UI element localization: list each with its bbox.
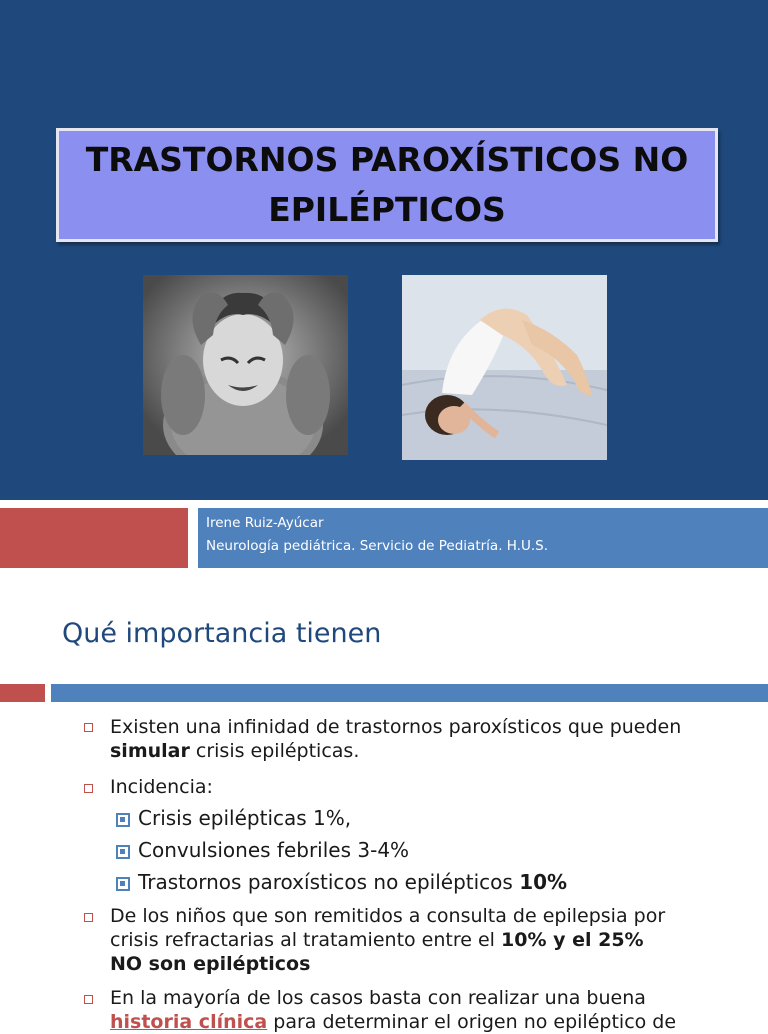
bullet-text: crisis refractarias al tratamiento entre el: [110, 929, 501, 951]
title-slide: [0, 0, 768, 500]
divider-red: [0, 684, 45, 702]
sub-bullet-text: Trastornos paroxísticos no epilépticos: [138, 870, 520, 894]
list-item: [110, 904, 750, 976]
sub-bullet-text: Crisis epilépticas 1%,: [138, 806, 352, 830]
bullet-text: para determinar el origen no epiléptico de: [267, 1011, 677, 1033]
sub-bullet-emphasis: 10%: [519, 870, 568, 894]
square-bullet-icon: [84, 723, 93, 732]
accent-bar-red: [0, 508, 188, 568]
bullet-emphasis: NO son epilépticos: [110, 953, 311, 975]
section-title: Qué importancia tienen: [62, 618, 382, 649]
sub-list-item: [138, 805, 738, 831]
filled-square-bullet-icon: [116, 813, 130, 827]
filled-square-bullet-icon: [116, 845, 130, 859]
child-photo-grimace: [143, 275, 348, 455]
bullet-text: En la mayoría de los casos basta con realizar una buena: [110, 987, 646, 1009]
slide-title-line1: TRASTORNOS PAROXÍSTICOS NO: [85, 140, 689, 179]
square-bullet-icon: [84, 995, 93, 1004]
author-affiliation: Neurología pediátrica. Servicio de Pediatría. H.U.S.: [206, 538, 549, 554]
sub-bullet-text: Convulsiones febriles 3-4%: [138, 838, 410, 862]
slide-title-line2: EPILÉPTICOS: [268, 190, 506, 229]
bullet-emphasis: 10% y el 25%: [501, 929, 644, 951]
bullet-text: Existen una infinidad de trastornos paroxísticos que pueden: [110, 716, 682, 738]
title-box: [56, 128, 718, 242]
bullet-text: crisis epilépticas.: [189, 740, 360, 762]
bullet-text: Incidencia:: [110, 776, 213, 798]
filled-square-bullet-icon: [116, 877, 130, 891]
historia-clinica-link[interactable]: historia clínica: [110, 1011, 268, 1033]
list-item: [110, 775, 750, 799]
list-item: [110, 986, 750, 1034]
square-bullet-icon: [84, 784, 93, 793]
divider-blue: [51, 684, 768, 702]
slide-title: [86, 135, 689, 235]
author-name: Irene Ruiz-Ayúcar: [206, 515, 324, 531]
square-bullet-icon: [84, 913, 93, 922]
sub-list-item: [138, 869, 738, 895]
bullet-text: De los niños que son remitidos a consulta de epilepsia por: [110, 905, 666, 927]
child-photo-headstand: [402, 275, 607, 460]
sub-list-item: [138, 837, 738, 863]
bullet-emphasis: simular: [110, 740, 190, 762]
author-block: [206, 512, 548, 558]
list-item: [110, 715, 750, 763]
